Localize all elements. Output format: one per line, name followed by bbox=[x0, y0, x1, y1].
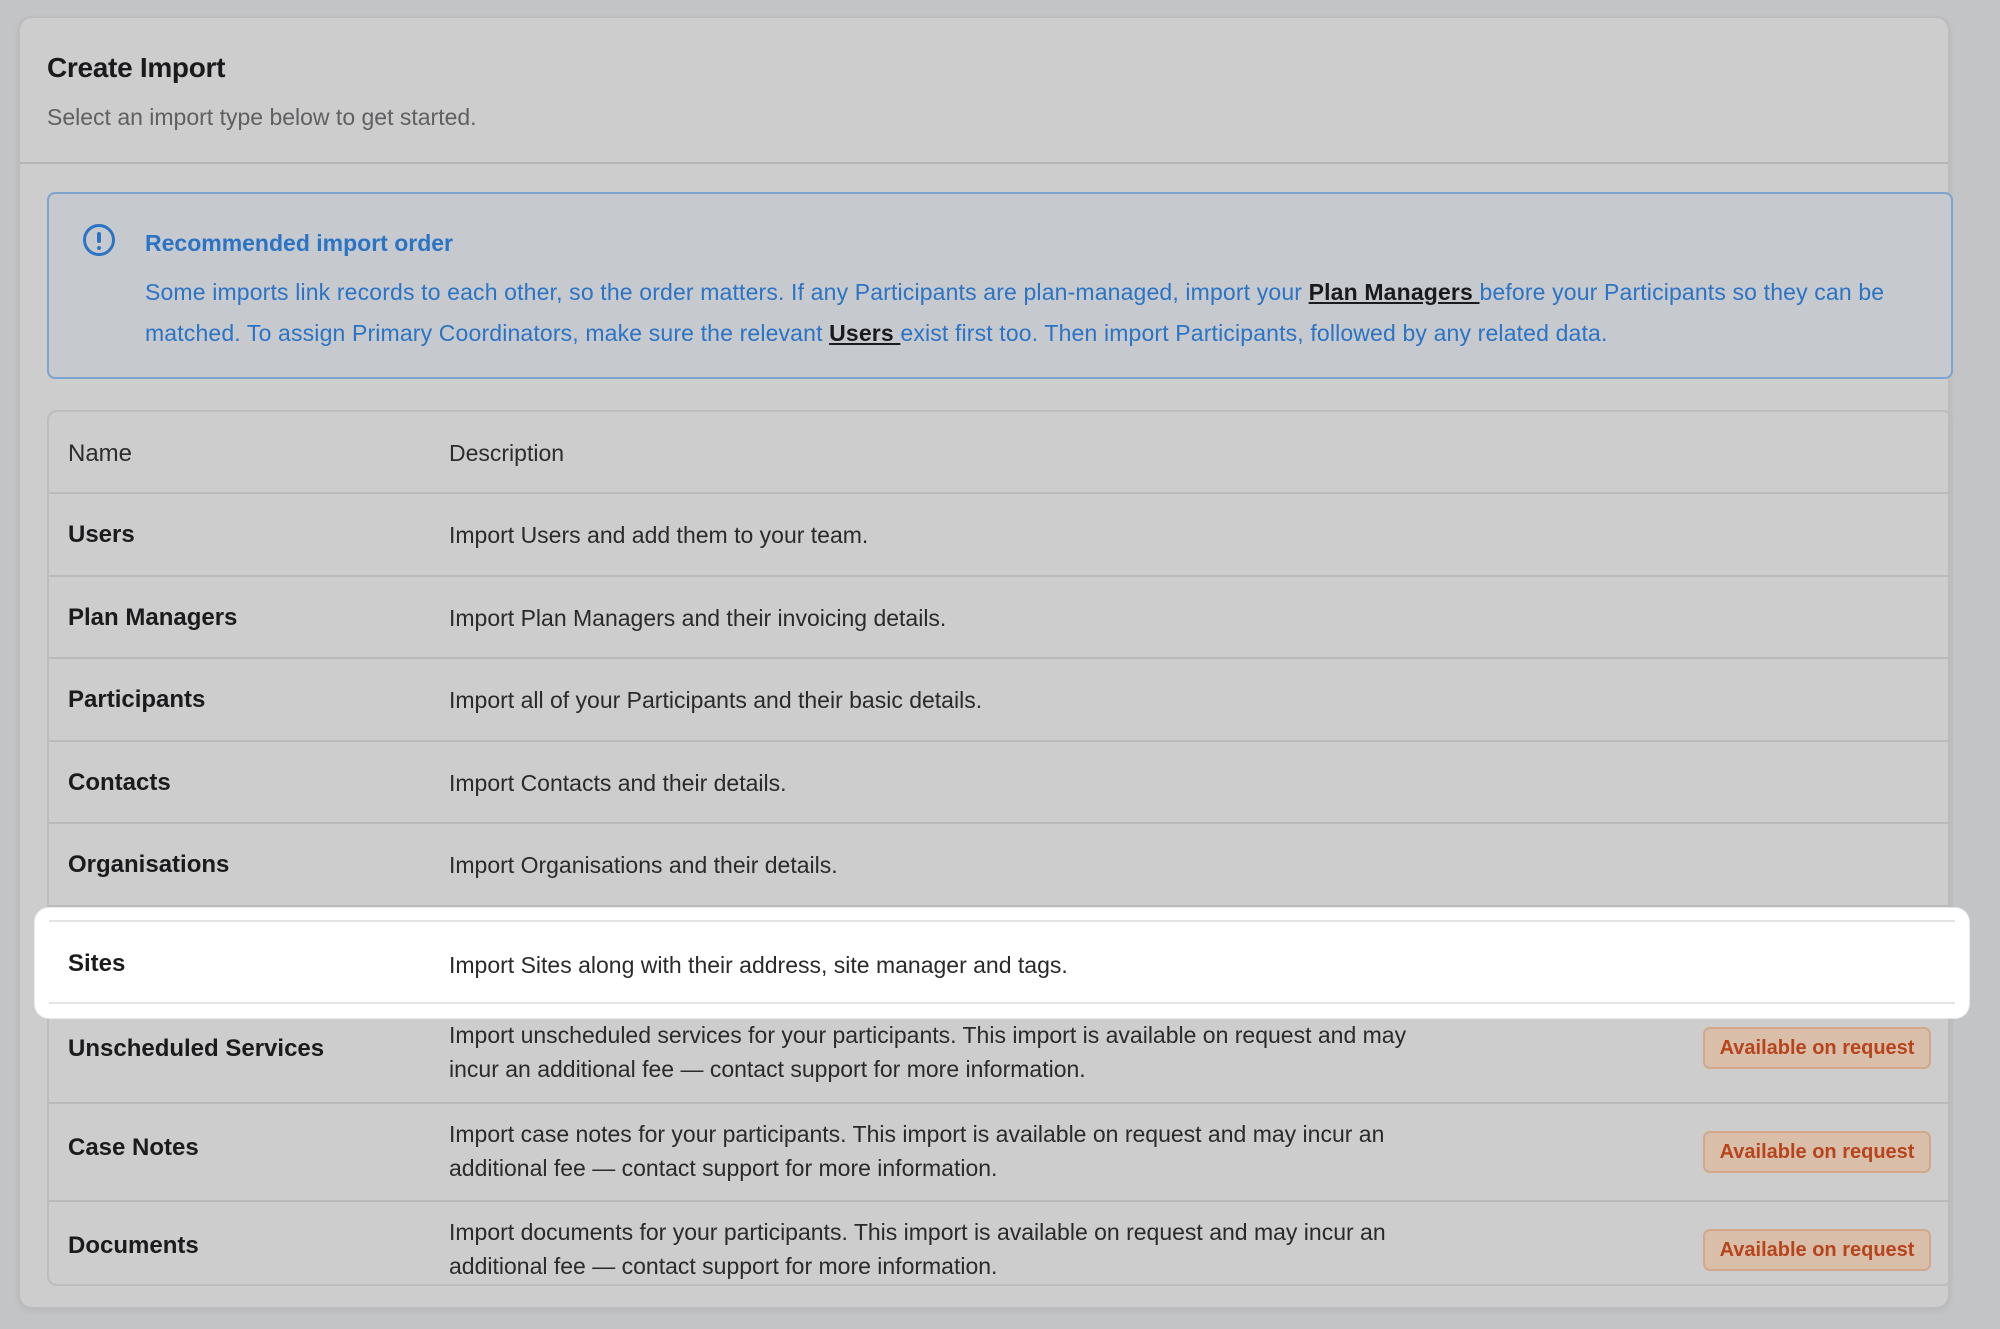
table-row-sites[interactable] bbox=[35, 908, 1969, 1018]
info-circle-icon bbox=[83, 224, 115, 256]
table-row-contacts[interactable] bbox=[49, 742, 1951, 824]
import-types-table bbox=[47, 410, 1953, 1286]
table-row-case-notes[interactable] bbox=[49, 1104, 1951, 1202]
row-description: Import case notes for your participants. This import is available on request and may incur an additional fee — contact support for more information. bbox=[449, 1121, 1385, 1181]
notice-text-1: Some imports link records to each other, so the order matters. If any Participants are plan-managed, import your bbox=[145, 279, 1309, 305]
available-on-request-badge: Available on request bbox=[1703, 1229, 1931, 1271]
notice-title: Recommended import order bbox=[145, 230, 453, 256]
available-on-request-badge: Available on request bbox=[1703, 1027, 1931, 1069]
table-row-documents[interactable] bbox=[49, 1202, 1951, 1286]
row-description: Import Organisations and their details. bbox=[449, 852, 838, 878]
row-name: Documents bbox=[68, 1232, 199, 1259]
notice-text-2: before your Participants so they can be matched. To assign Primary Coordinators, make sure the relevant bbox=[145, 279, 1885, 346]
row-name: Case Notes bbox=[68, 1134, 199, 1161]
table-row-organisations[interactable] bbox=[49, 824, 1951, 907]
table-row-unscheduled-services[interactable] bbox=[49, 1006, 1951, 1104]
page-subtitle: Select an import type below to get started. bbox=[47, 104, 477, 130]
row-name: Users bbox=[68, 521, 135, 548]
row-name: Contacts bbox=[68, 769, 171, 796]
table-row-users[interactable] bbox=[49, 494, 1951, 577]
column-header-description: Description bbox=[449, 440, 565, 466]
row-name: Unscheduled Services bbox=[68, 1035, 325, 1062]
column-header-name: Name bbox=[68, 440, 133, 467]
row-description: Import Contacts and their details. bbox=[449, 770, 787, 796]
page-title: Create Import bbox=[47, 52, 226, 83]
row-divider bbox=[49, 1002, 1955, 1004]
table-row-participants[interactable] bbox=[49, 659, 1951, 742]
create-import-card bbox=[18, 16, 1950, 1309]
recommended-order-notice bbox=[47, 192, 1953, 379]
table-row-plan-managers[interactable] bbox=[49, 577, 1951, 659]
card-header bbox=[20, 18, 1948, 164]
row-name: Participants bbox=[68, 686, 206, 713]
notice-body bbox=[145, 272, 1935, 354]
notice-text-3: exist first too. Then import Participants, followed by any related data. bbox=[900, 320, 1608, 346]
row-description: Import all of your Participants and their basic details. bbox=[449, 687, 983, 713]
row-name: Organisations bbox=[68, 851, 230, 878]
row-description: Import Plan Managers and their invoicing details. bbox=[449, 605, 947, 631]
available-on-request-badge: Available on request bbox=[1703, 1131, 1931, 1173]
row-description: Import Users and add them to your team. bbox=[449, 522, 869, 548]
users-link[interactable]: Users bbox=[829, 320, 901, 346]
plan-managers-link[interactable]: Plan Managers bbox=[1308, 279, 1480, 305]
row-description: Import documents for your participants. This import is available on request and may incur an additional fee — contact support for more information. bbox=[449, 1219, 1386, 1279]
row-description: Import unscheduled services for your participants. This import is available on request and may incur an additional fee — contact support for more information. bbox=[449, 1022, 1407, 1082]
row-name: Plan Managers bbox=[68, 604, 238, 631]
row-name: Sites bbox=[68, 950, 126, 977]
row-description: Import Sites along with their address, site manager and tags. bbox=[449, 952, 1068, 978]
row-divider bbox=[49, 920, 1955, 922]
table-header-row bbox=[49, 412, 1951, 494]
